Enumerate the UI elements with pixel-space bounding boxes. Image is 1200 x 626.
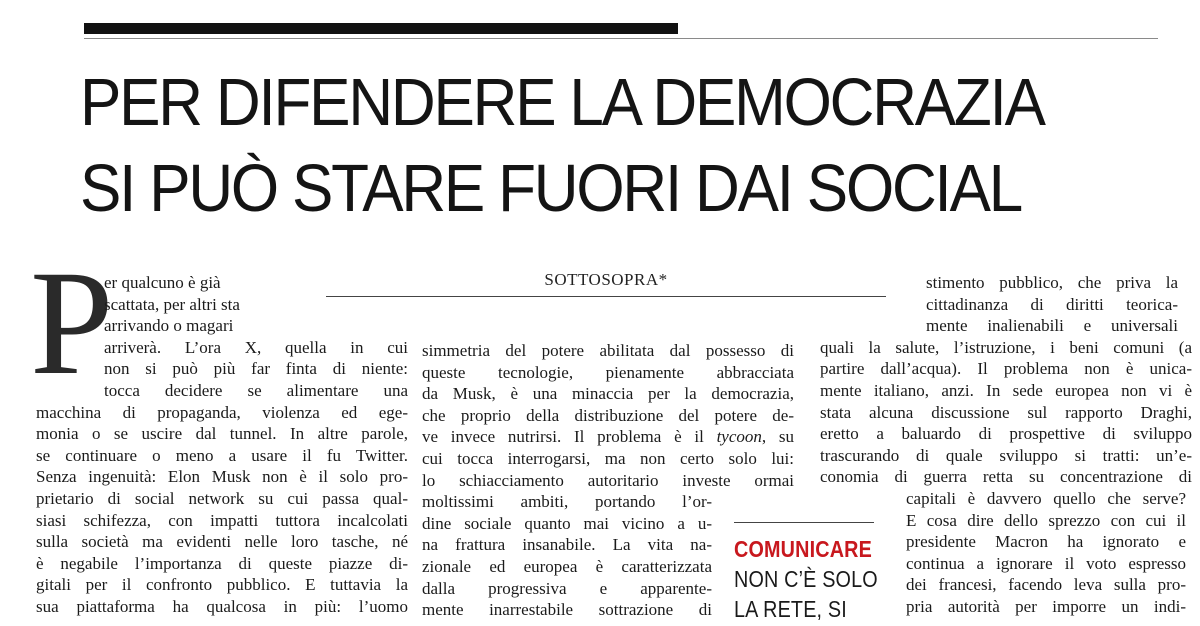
rubric-rule <box>326 296 886 297</box>
headline-line-1: PER DIFENDERE LA DEMOCRAZIA <box>80 65 1044 140</box>
text-line: stimento pubblico, che priva la <box>926 273 1178 292</box>
text-line: eretto a baluardo di prospettive di sviluppo <box>820 424 1192 444</box>
text-line: sua piattaforma ha qualcosa in più: l’uomo <box>36 596 408 616</box>
pull-quote-kicker: COMUNICARE <box>734 536 872 562</box>
text-line: er qualcuno è già <box>104 273 221 292</box>
headline-line-2: SI PUÒ STARE FUORI DAI SOCIAL <box>80 151 1022 227</box>
text-line: Senza ingenuità: Elon Musk non è il solo pro- <box>36 467 408 487</box>
text-line: macchina di propaganda, violenza ed ege- <box>36 402 408 422</box>
text-line: dei francesi, facendo leva sulla pro- <box>906 575 1186 595</box>
text-line: na frattura insanabile. La vita na- <box>422 535 712 555</box>
text-line: dine sociale quanto mai vicino a u- <box>422 513 712 533</box>
text-segment: , su <box>761 427 795 447</box>
text-line: lo schiacciamento autoritario investe ormai <box>422 470 794 490</box>
text-line: pria autorità per imporre un indi- <box>906 596 1186 616</box>
text-line: moltissimi ambiti, portando l’or- <box>422 492 712 512</box>
text-line: zionale ed europea è caratterizzata <box>422 556 712 576</box>
pull-quote-line: LA RETE, SI <box>734 596 847 622</box>
header-rule-thick <box>84 23 678 34</box>
text-line: dalla progressiva e apparente- <box>422 578 712 598</box>
text-line: tocca decidere se alimentare una <box>104 380 408 400</box>
text-line: E cosa dire dello sprezzo con cui il <box>906 510 1186 530</box>
text-line: trascurando di quale sviluppo si tratti: un’e- <box>820 445 1192 465</box>
text-line: simmetria del potere abilitata dal possesso di <box>422 341 794 360</box>
headline <box>80 60 1180 233</box>
text-line: mente italiano, anzi. In sede europea non vi è <box>820 380 1192 400</box>
text-line: cittadinanza di diritti teorica- <box>926 294 1178 314</box>
drop-cap: P <box>30 240 114 406</box>
text-line: quali la salute, l’istruzione, i beni comuni (a <box>820 337 1192 357</box>
text-line: sulla società ma evidenti nelle loro tasche, né <box>36 532 408 552</box>
text-line: è negabile l’importanza di queste piazze di- <box>36 553 408 573</box>
text-line: arriverà. L’ora X, quella in cui <box>104 337 408 357</box>
text-line: che proprio della distribuzione del potere de- <box>422 405 794 425</box>
callout-rule <box>734 522 874 523</box>
text-line: mente inalienabili e universali <box>926 316 1178 336</box>
header-rule-thin <box>84 38 1158 39</box>
text-line: stata alcuna discussione sul rapporto Draghi, <box>820 402 1192 422</box>
text-line: partire dall’acqua). Il problema non è unica- <box>820 359 1192 379</box>
pull-quote-line: NON C’È SOLO <box>734 566 878 592</box>
article-column-1 <box>36 272 408 618</box>
text-line: cui tocca interrogarsi, ma non certo solo lui: <box>422 448 794 468</box>
text-line: conomia di guerra retta su concentrazione di <box>820 467 1192 487</box>
text-line: queste tecnologie, pienamente abbracciata <box>422 362 794 382</box>
text-line: non si può più far finta di niente: <box>104 359 408 379</box>
text-line: scattata, per altri sta <box>104 294 240 314</box>
text-line: gitali per il confronto pubblico. E tuttavia la <box>36 575 408 595</box>
pull-quote <box>734 534 880 624</box>
column-rubric: SOTTOSOPRA* <box>544 270 668 289</box>
italic-word: tycoon <box>716 427 762 447</box>
text-line <box>422 426 794 448</box>
text-segment: ve invece nutrirsi. Il problema è il <box>422 427 704 447</box>
text-line: capitali è davvero quello che serve? <box>906 488 1186 508</box>
text-line: continua a ignorare il voto espresso <box>906 553 1186 573</box>
text-line: mente inarrestabile sottrazione di <box>422 600 712 620</box>
article-column-3 <box>820 272 1192 618</box>
text-line: se continuare o meno a usare il fu Twitter. <box>36 445 408 465</box>
text-line: siasi schifezza, con impatti tuttora incalcolati <box>36 510 408 530</box>
text-line: prietario di social network su cui passa qual- <box>36 488 408 508</box>
text-line: arrivando o magari <box>104 316 234 336</box>
text-line: monia o se uscire dal tunnel. In altre parole, <box>36 424 408 444</box>
text-line: da Musk, è una minaccia per la democrazia, <box>422 384 794 404</box>
text-line: presidente Macron ha ignorato e <box>906 532 1186 552</box>
